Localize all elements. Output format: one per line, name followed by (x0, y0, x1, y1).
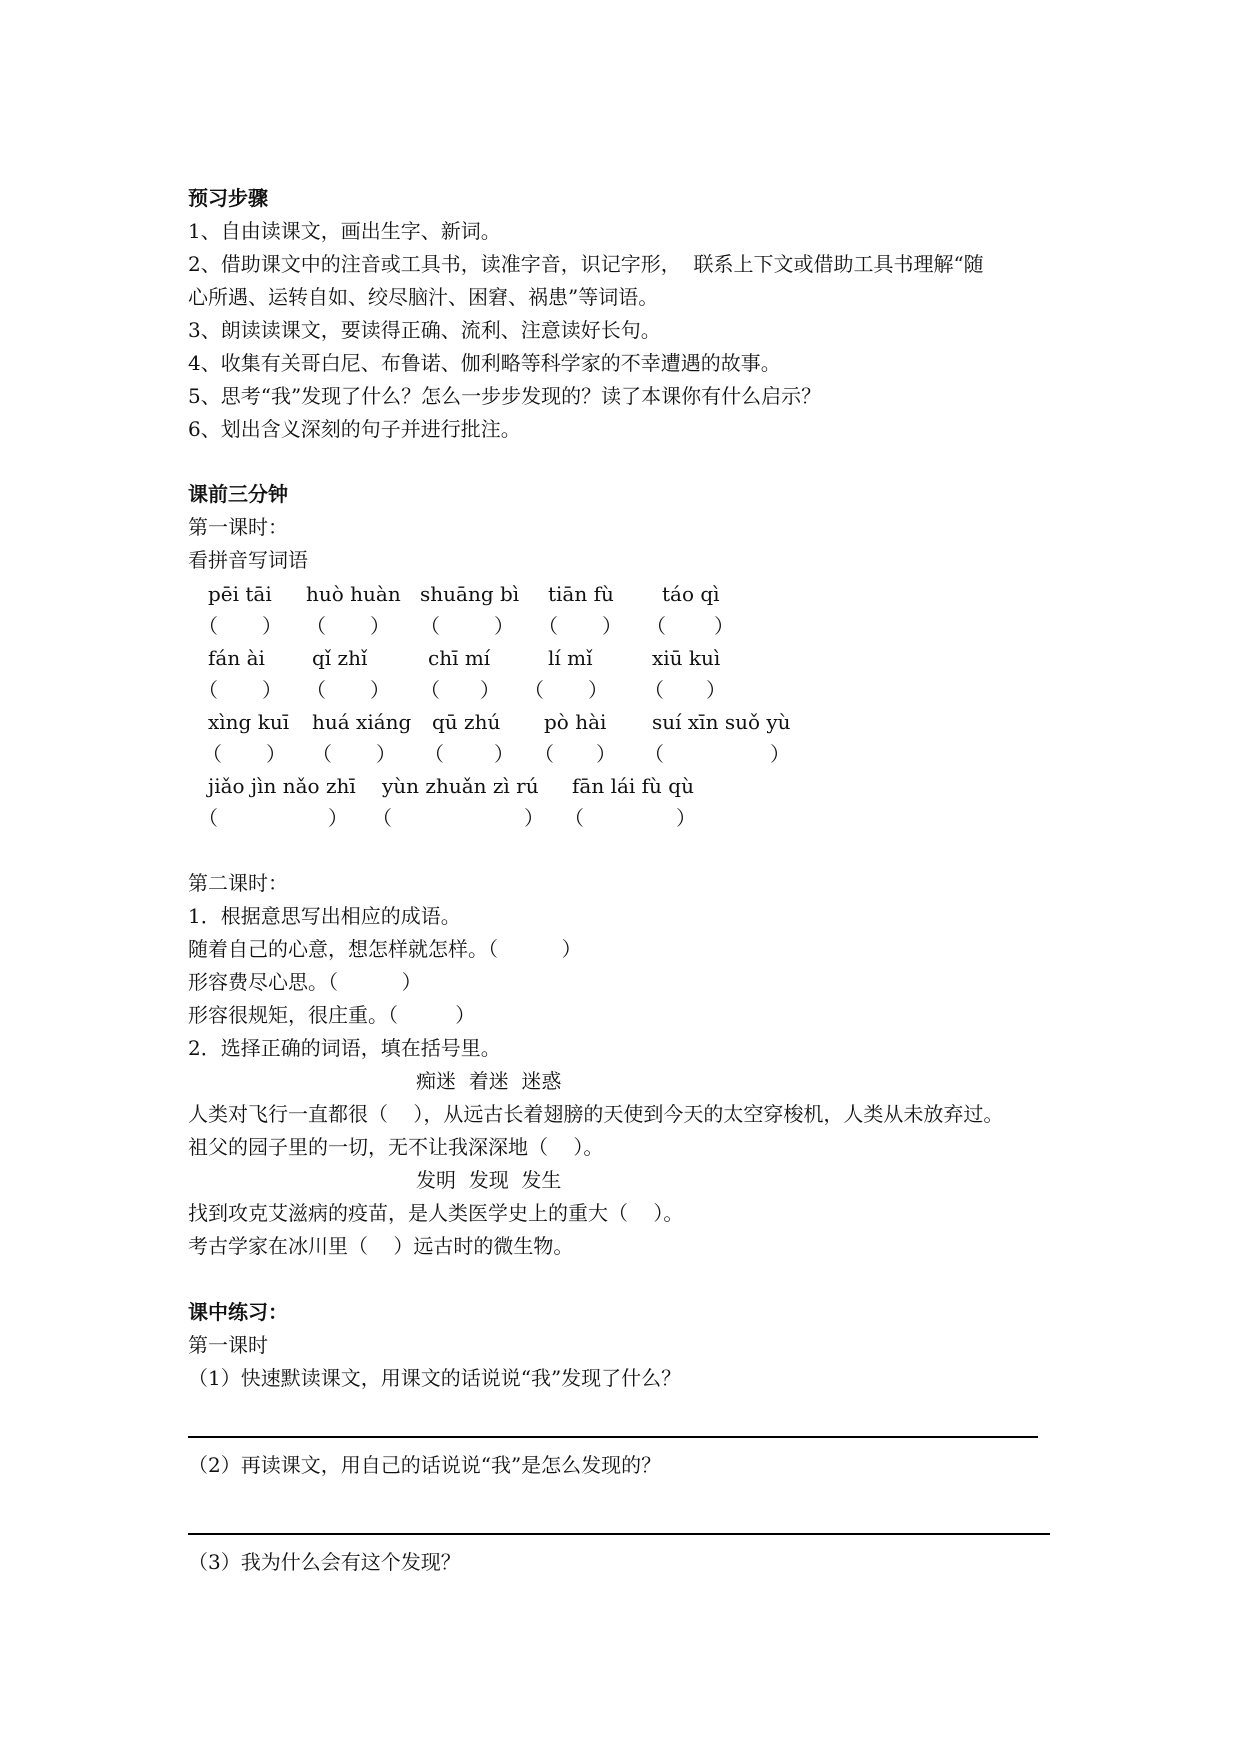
answer-paren-close: ） (596, 742, 616, 766)
answer-paren-open: （ (534, 742, 554, 766)
q2-choices: 发明 发现 发生 (416, 1168, 562, 1192)
pinyin-word: huá xiáng (312, 710, 412, 734)
q2-sentence: 祖父的园子里的一切，无不让我深深地（ ）。 (188, 1135, 604, 1159)
answer-paren-open: （ (312, 742, 332, 766)
answer-paren-close: ） (770, 742, 790, 766)
preview-step: 5、思考“我”发现了什么？怎么一步步发现的？读了本课你有什么启示？ (188, 384, 822, 408)
answer-paren-open: （ (644, 678, 664, 702)
pinyin-word: fán ài (208, 646, 265, 670)
pinyin-word: yùn zhuǎn zì rú (382, 774, 539, 798)
answer-paren-open: （ (524, 678, 544, 702)
answer-paren-open: （ (198, 678, 218, 702)
q2-sentence: 找到攻克艾滋病的疫苗，是人类医学史上的重大（ ）。 (188, 1201, 684, 1225)
pinyin-word: lí mǐ (548, 646, 593, 670)
pinyin-word: suí xīn suǒ yù (652, 710, 791, 734)
answer-paren-close: ） (262, 678, 282, 702)
preview-step: 4、收集有关哥白尼、布鲁诺、伽利略等科学家的不幸遭遇的故事。 (188, 351, 781, 375)
pinyin-word: xìng kuī (208, 710, 290, 734)
practice-question: （1）快速默读课文，用课文的话说说“我”发现了什么？ (188, 1366, 682, 1390)
preview-heading: 预习步骤 (188, 186, 268, 210)
pinyin-word: shuāng bì (420, 582, 520, 606)
answer-paren-close: ） (524, 806, 544, 830)
answer-paren-close: ） (494, 614, 514, 638)
answer-paren-close: ） (376, 742, 396, 766)
answer-paren-open: （ (372, 806, 392, 830)
answer-paren-close: ） (370, 614, 390, 638)
q1-item: 形容很规矩，很庄重。（ ） (188, 1003, 476, 1027)
answer-paren-close: ） (494, 742, 514, 766)
answer-paren-close: ） (602, 614, 622, 638)
pinyin-word: táo qì (662, 582, 720, 606)
preview-step: 2、借助课文中的注音或工具书，读准字音，识记字形， 联系上下文或借助工具书理解“随 (188, 252, 984, 276)
answer-paren-open: （ (202, 742, 222, 766)
lesson1-label: 第一课时： (188, 515, 288, 539)
pinyin-word: tiān fù (548, 582, 614, 606)
answer-line (188, 1436, 1038, 1438)
preview-step: 心所遇、运转自如、绞尽脑汁、困窘、祸患”等词语。 (188, 285, 659, 309)
pinyin-word: jiǎo jìn nǎo zhī (208, 774, 356, 798)
answer-paren-open: （ (646, 614, 666, 638)
answer-paren-close: ） (328, 806, 348, 830)
pinyin-word: pēi tāi (208, 582, 272, 606)
practice-question: （2）再读课文，用自己的话说说“我”是怎么发现的？ (188, 1453, 662, 1477)
preview-step: 6、划出含义深刻的句子并进行批注。 (188, 417, 521, 441)
q2-sentence: 考古学家在冰川里（ ）远古时的微生物。 (188, 1234, 574, 1258)
answer-paren-close: ） (266, 742, 286, 766)
answer-paren-close: ） (676, 806, 696, 830)
q2-choices: 痴迷 着迷 迷惑 (416, 1069, 562, 1093)
answer-paren-open: （ (198, 806, 218, 830)
answer-paren-open: （ (538, 614, 558, 638)
practice-question: （3）我为什么会有这个发现？ (188, 1550, 461, 1574)
q2-title: 2．选择正确的词语，填在括号里。 (188, 1036, 501, 1060)
answer-paren-open: （ (420, 614, 440, 638)
preview-step: 1、自由读课文，画出生字、新词。 (188, 219, 501, 243)
pinyin-word: fān lái fù qù (572, 774, 694, 798)
q1-title: 1．根据意思写出相应的成语。 (188, 904, 461, 928)
answer-paren-open: （ (306, 678, 326, 702)
pinyin-word: xiū kuì (652, 646, 721, 670)
practice-lesson1-label: 第一课时 (188, 1333, 268, 1357)
answer-paren-open: （ (564, 806, 584, 830)
answer-paren-close: ） (480, 678, 500, 702)
answer-paren-open: （ (306, 614, 326, 638)
pinyin-word: huò huàn (306, 582, 401, 606)
warmup-heading: 课前三分钟 (188, 482, 288, 506)
preview-step: 3、朗读读课文，要读得正确、流利、注意读好长句。 (188, 318, 661, 342)
answer-paren-close: ） (262, 614, 282, 638)
q2-sentence: 人类对飞行一直都很（ ），从远古长着翅膀的天使到今天的太空穿梭机，人类从未放弃过。 (188, 1102, 1004, 1126)
answer-paren-open: （ (424, 742, 444, 766)
answer-paren-open: （ (198, 614, 218, 638)
q1-item: 随着自己的心意，想怎样就怎样。（ ） (188, 937, 582, 961)
q1-item: 形容费尽心思。（ ） (188, 970, 422, 994)
pinyin-word: qū zhú (432, 710, 501, 734)
answer-line (188, 1533, 1050, 1535)
answer-paren-close: ） (706, 678, 726, 702)
pinyin-word: chī mí (428, 646, 491, 670)
answer-paren-close: ） (588, 678, 608, 702)
pinyin-word: pò hài (544, 710, 607, 734)
answer-paren-open: （ (644, 742, 664, 766)
lesson2-label: 第二课时： (188, 871, 288, 895)
answer-paren-close: ） (370, 678, 390, 702)
pinyin-word: qǐ zhǐ (312, 646, 368, 670)
practice-heading: 课中练习： (188, 1300, 288, 1324)
answer-paren-close: ） (714, 614, 734, 638)
pinyin-instruction: 看拼音写词语 (188, 548, 308, 572)
answer-paren-open: （ (420, 678, 440, 702)
